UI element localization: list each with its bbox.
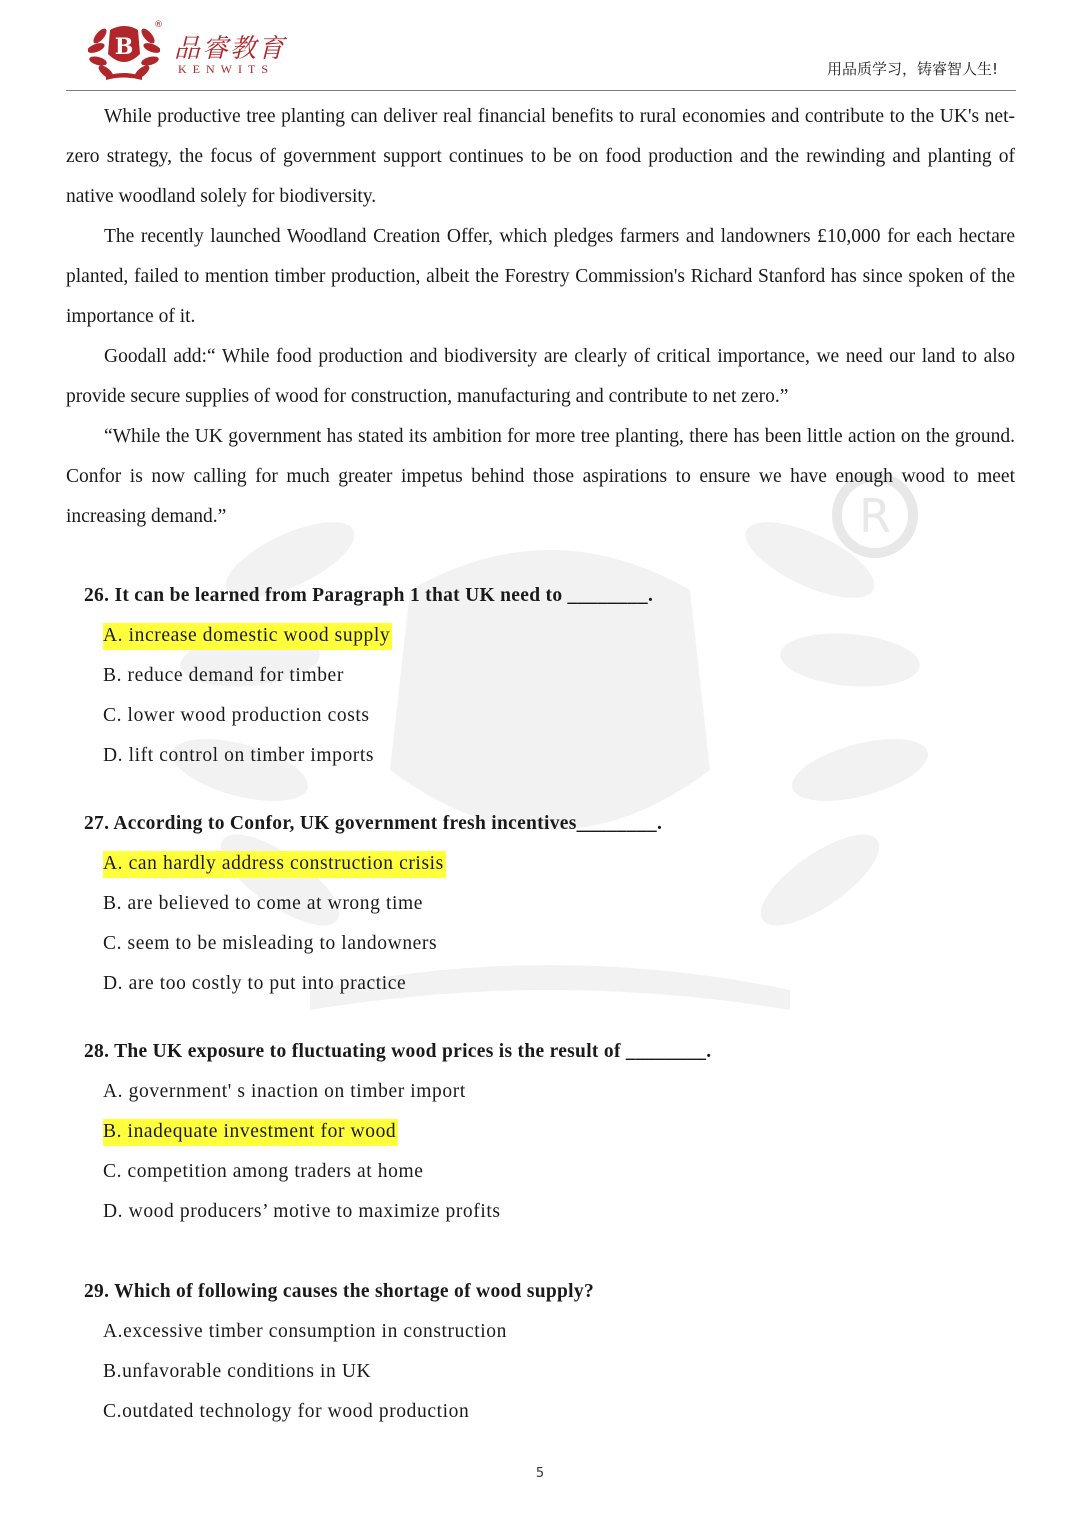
- page-number: 5: [535, 1466, 545, 1481]
- option-text: A.excessive timber consumption in construction: [103, 1321, 507, 1342]
- passage-paragraph: The recently launched Woodland Creation Offer, which pledges farmers and landowners £10,000 for each hectare planted, failed to mention timber production, albeit the Forestry Commission's Richard Stanford has since spoken of the importance of it.: [66, 226, 1015, 327]
- answer-option: [103, 1392, 1014, 1432]
- brand-name-cn: 品睿教育: [174, 34, 287, 64]
- answer-option: [103, 1312, 1014, 1352]
- question-stem: 26. It can be learned from Paragraph 1 that UK need to ________.: [84, 585, 654, 606]
- option-text: B. inadequate investment for wood: [103, 1119, 398, 1146]
- brand-name-en: KENWITS: [178, 62, 274, 76]
- answer-option: [103, 884, 1014, 924]
- header-slogan: 用品质学习，铸睿智人生!: [826, 60, 998, 78]
- option-text: C.outdated technology for wood production: [103, 1401, 470, 1422]
- question-28: [84, 1032, 1014, 1232]
- registered-mark: ®: [154, 20, 163, 30]
- question-27: [84, 804, 1014, 1004]
- reading-passage: [66, 97, 1015, 537]
- answer-option: [103, 616, 1014, 656]
- answer-option: [103, 696, 1014, 736]
- kenwits-logo-icon: [88, 18, 160, 84]
- option-text: D. wood producers’ motive to maximize profits: [103, 1201, 501, 1222]
- page-header: [66, 18, 1016, 90]
- answer-option: [103, 1352, 1014, 1392]
- answer-option: [103, 844, 1014, 884]
- option-text: D. are too costly to put into practice: [103, 973, 407, 994]
- answer-option: [103, 964, 1014, 1004]
- answer-option: [103, 656, 1014, 696]
- option-text: C. lower wood production costs: [103, 705, 370, 726]
- option-text: A. can hardly address construction crisis: [103, 851, 446, 878]
- option-text: C. seem to be misleading to landowners: [103, 933, 438, 954]
- option-text: C. competition among traders at home: [103, 1161, 424, 1182]
- question-stem: 28. The UK exposure to fluctuating wood prices is the result of ________.: [84, 1041, 712, 1062]
- option-text: A. increase domestic wood supply: [103, 623, 392, 650]
- passage-paragraph: “While the UK government has stated its ambition for more tree planting, there has been little action on the ground. Confor is now calling for much greater impetus behind those aspirations to ensure we have enough wood to meet increasing demand.”: [66, 426, 1015, 527]
- header-divider: [66, 90, 1016, 91]
- option-text: A. government' s inaction on timber import: [103, 1081, 466, 1102]
- answer-option: [103, 1152, 1014, 1192]
- option-text: B. reduce demand for timber: [103, 665, 344, 686]
- svg-text:R: R: [859, 489, 891, 543]
- answer-option: [103, 924, 1014, 964]
- option-text: B. are believed to come at wrong time: [103, 893, 424, 914]
- answer-option: [103, 1192, 1014, 1232]
- question-stem: 27. According to Confor, UK government fresh incentives________.: [84, 813, 663, 834]
- answer-option: [103, 1072, 1014, 1112]
- question-stem: 29. Which of following causes the shortage of wood supply?: [84, 1281, 595, 1302]
- answer-option: [103, 1112, 1014, 1152]
- option-text: D. lift control on timber imports: [103, 745, 375, 766]
- svg-text:B: B: [114, 34, 134, 60]
- question-26: [84, 576, 1014, 776]
- option-text: B.unfavorable conditions in UK: [103, 1361, 372, 1382]
- answer-option: [103, 736, 1014, 776]
- passage-paragraph: Goodall add:“ While food production and biodiversity are clearly of critical importance, we need our land to also provide secure supplies of wood for construction, manufacturing and contribute to net zero.”: [66, 346, 1015, 407]
- passage-paragraph: While productive tree planting can deliver real financial benefits to rural economies and contribute to the UK's net-zero strategy, the focus of government support continues to be on food production and the rewinding and planting of native woodland solely for biodiversity.: [66, 106, 1015, 207]
- question-29: [84, 1272, 1014, 1432]
